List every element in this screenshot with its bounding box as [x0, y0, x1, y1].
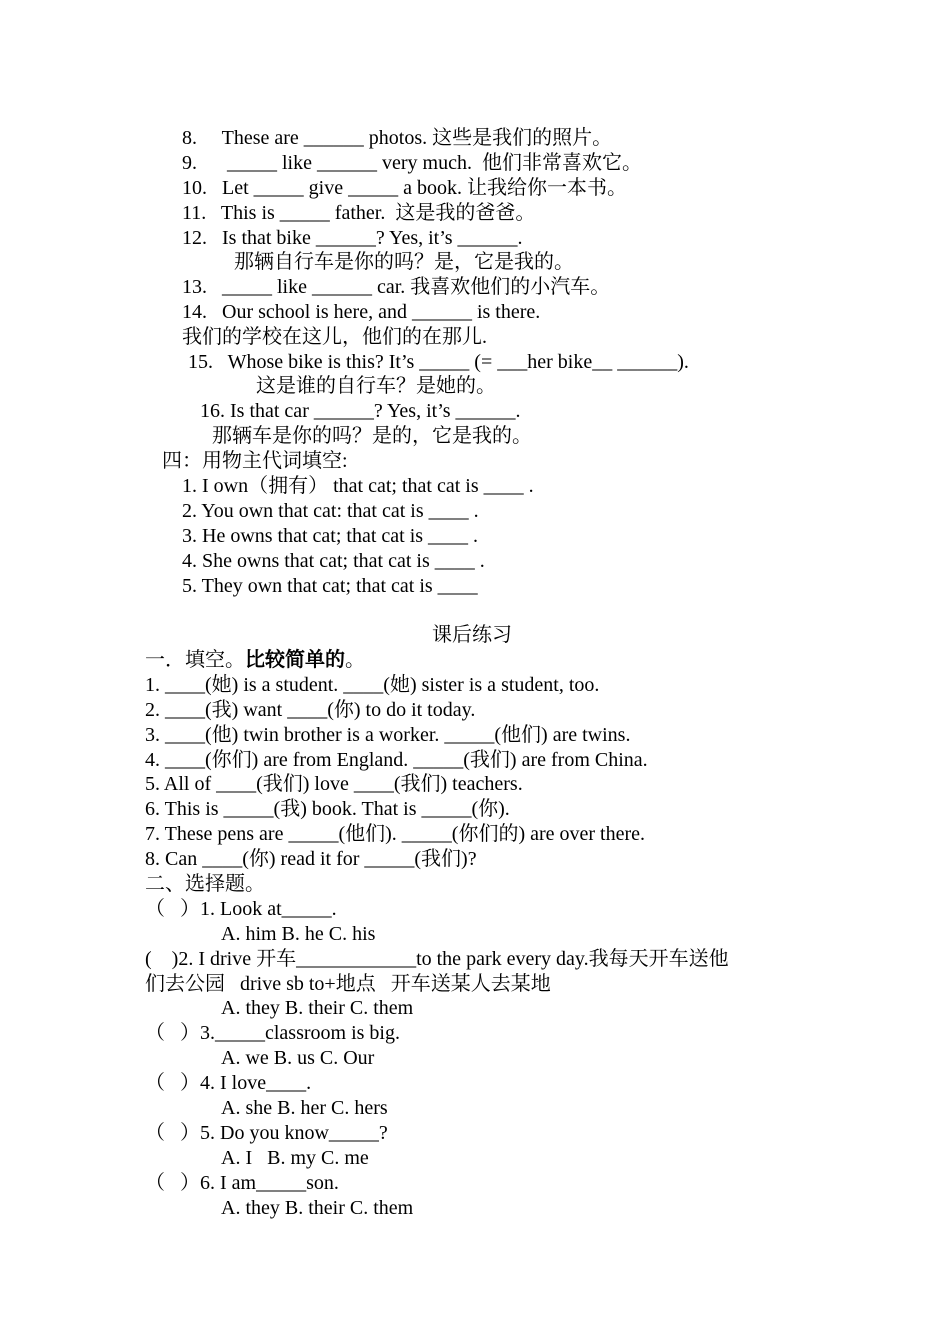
section-four-item-3: 3. He owns that cat; that cat is ____ . — [182, 525, 479, 547]
choice-question-4: （ ）4. I love____. — [145, 1072, 312, 1094]
part-one-item-6: 6. This is _____(我) book. That is _____(你). — [145, 798, 510, 820]
choice-question-6: （ ）6. I am_____son. — [145, 1172, 339, 1194]
part-one-item-2: 2. ____(我) want ____(你) to do it today. — [145, 699, 476, 721]
part-one-label: 一．填空。 — [145, 649, 245, 671]
section-four-item-2: 2. You own that cat: that cat is ____ . — [182, 500, 479, 522]
part-one-period: 。 — [345, 649, 365, 671]
exercise-line-11: 11. This is _____ father. 这是我的爸爸。 — [182, 202, 536, 224]
part-one-item-5: 5. All of ____(我们) love ____(我们) teachers. — [145, 773, 523, 795]
exercise-line-15: 15. Whose bike is this? It’s _____ (= ___her bike__ ______). — [188, 351, 689, 373]
exercise-line-15-translation: 这是谁的自行车？是她的。 — [256, 375, 496, 397]
choice-question-3: （ ）3._____classroom is big. — [145, 1022, 400, 1044]
choice-options-1: A. him B. he C. his — [221, 923, 376, 945]
exercise-line-8: 8. These are ______ photos. 这些是我们的照片。 — [182, 127, 613, 149]
part-one-item-3: 3. ____(他) twin brother is a worker. _____(他们) are twins. — [145, 724, 631, 746]
exercise-line-16: 16. Is that car ______? Yes, it’s ______. — [200, 400, 521, 422]
choice-options-5: A. I B. my C. me — [221, 1147, 369, 1169]
exercise-line-10: 10. Let _____ give _____ a book. 让我给你一本书。 — [182, 177, 627, 199]
choice-question-2-note: 们去公园 drive sb to+地点 开车送某人去某地 — [145, 973, 551, 995]
exercise-line-13: 13. _____ like ______ car. 我喜欢他们的小汽车。 — [182, 276, 611, 298]
choice-options-2: A. they B. their C. them — [221, 997, 414, 1019]
choice-question-2: ( )2. I drive 开车____________to the park every day.我每天开车送他 — [145, 948, 729, 970]
exercise-line-9: 9. _____ like ______ very much. 他们非常喜欢它。 — [182, 152, 642, 174]
part-one-item-8: 8. Can ____(你) read it for _____(我们)? — [145, 848, 477, 870]
part-one-heading — [145, 648, 365, 672]
choice-options-3: A. we B. us C. Our — [221, 1047, 375, 1069]
part-one-item-1: 1. ____(她) is a student. ____(她) sister is a student, too. — [145, 674, 600, 696]
choice-options-4: A. she B. her C. hers — [221, 1097, 388, 1119]
exercise-line-16-translation: 那辆车是你的吗？是的，它是我的。 — [212, 425, 532, 447]
exercise-line-14-translation: 我们的学校在这儿，他们的在那儿. — [182, 326, 487, 348]
exercise-line-14: 14. Our school is here, and ______ is there. — [182, 301, 541, 323]
choice-question-1: （ ）1. Look at_____. — [145, 898, 337, 920]
exercise-line-12-translation: 那辆自行车是你的吗？是，它是我的。 — [234, 251, 574, 273]
part-two-heading: 二、选择题。 — [145, 873, 265, 895]
choice-options-6: A. they B. their C. them — [221, 1197, 414, 1219]
section-four-item-5: 5. They own that cat; that cat is ____ — [182, 575, 478, 597]
section-four-item-4: 4. She owns that cat; that cat is ____ . — [182, 550, 485, 572]
part-one-item-4: 4. ____(你们) are from England. _____(我们) are from China. — [145, 749, 648, 771]
part-one-item-7: 7. These pens are _____(他们). _____(你们的) are over there. — [145, 823, 646, 845]
part-one-emphasis: 比较简单的 — [245, 649, 345, 671]
choice-question-5: （ ）5. Do you know_____? — [145, 1122, 388, 1144]
after-class-title: 课后练习 — [432, 624, 512, 646]
section-four-item-1: 1. I own（拥有） that cat; that cat is ____ . — [182, 475, 534, 497]
exercise-line-12: 12. Is that bike ______? Yes, it’s ______. — [182, 227, 523, 249]
section-four-heading: 四：用物主代词填空: — [162, 450, 348, 472]
